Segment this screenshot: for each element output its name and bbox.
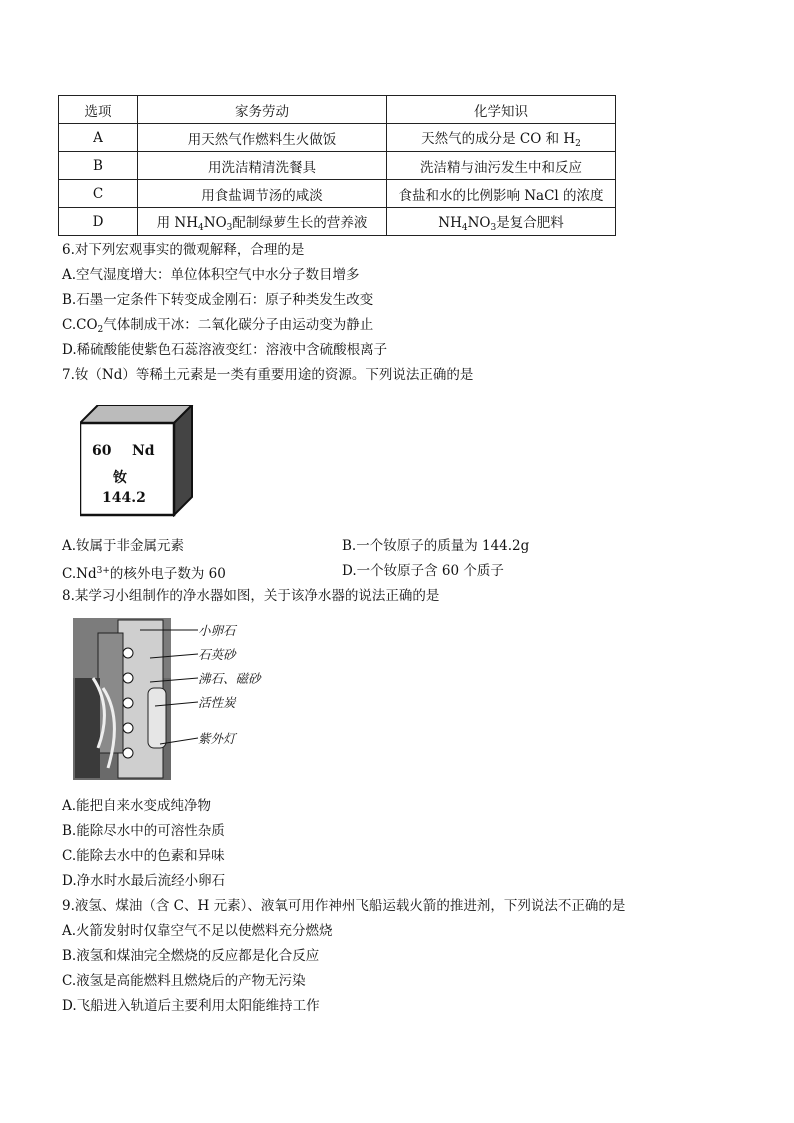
header-chem: 化学知识 [387, 96, 616, 124]
row-chem: 天然气的成分是 CO 和 $H_2$ [387, 124, 616, 152]
q7-option-d: D.一个钕原子含 60 个质子 [342, 563, 504, 579]
table-row [59, 208, 616, 236]
q8-option-d: D.净水时水最后流经小卵石 [62, 873, 226, 889]
q8-option-a: A.能把自来水变成纯净物 [62, 798, 212, 814]
element-name: 钕 [113, 470, 127, 486]
row-option: A [59, 124, 138, 152]
element-number: 60 [92, 443, 112, 459]
table-row [59, 152, 616, 180]
q6-option-b: B.石墨一定条件下转变成金刚石：原子种类发生改变 [62, 292, 374, 308]
table-row [59, 180, 616, 208]
row-chem: 食盐和水的比例影响 NaCl 的浓度 [387, 180, 616, 208]
row-labor: 用 $NH_4NO_3$配制绿萝生长的营养液 [138, 208, 387, 236]
q8-option-b: B.能除尽水中的可溶性杂质 [62, 823, 225, 839]
row-labor: 用洗洁精清洗餐具 [138, 152, 387, 180]
q7-option-b: B.一个钕原子的质量为 144.2g [342, 538, 530, 554]
q6-option-d: D.稀硫酸能使紫色石蕊溶液变红：溶液中含硫酸根离子 [62, 342, 388, 358]
q7-option-a: A.钕属于非金属元素 [62, 538, 185, 554]
row-labor: 用食盐调节汤的咸淡 [138, 180, 387, 208]
q9-option-b: B.液氢和煤油完全燃烧的反应都是化合反应 [62, 948, 320, 964]
row-option: C [59, 180, 138, 208]
q7-stem: 7.钕（Nd）等稀土元素是一类有重要用途的资源。下列说法正确的是 [62, 367, 474, 383]
element-symbol: Nd [132, 443, 155, 459]
label-leader-lines [140, 620, 200, 750]
q7-option-c: $C.Nd^{3+}$的核外电子数为 60 [62, 566, 226, 582]
label-zeolite: 沸石、磁砂 [198, 671, 261, 686]
q9-option-d: D.飞船进入轨道后主要利用太阳能维持工作 [62, 998, 320, 1014]
q9-option-c: C.液氢是高能燃料且燃烧后的产物无污染 [62, 973, 306, 989]
label-uv-lamp: 紫外灯 [198, 731, 236, 746]
header-labor: 家务劳动 [138, 96, 387, 124]
label-pebbles: 小卵石 [198, 623, 236, 638]
row-chem: $NH_4NO_3$是复合肥料 [387, 208, 616, 236]
row-option: D [59, 208, 138, 236]
q8-option-c: C.能除去水中的色素和异味 [62, 848, 225, 864]
table-header-row [59, 96, 616, 124]
housework-chemistry-table [58, 95, 616, 236]
row-labor: 用天然气作燃料生火做饭 [138, 124, 387, 152]
table-row [59, 124, 616, 152]
q6-stem: 6.对下列宏观事实的微观解释，合理的是 [62, 242, 305, 258]
row-option: B [59, 152, 138, 180]
element-cell-cube [80, 405, 195, 521]
q6-option-c: $C.CO_2$气体制成干冰：二氧化碳分子由运动变为静止 [62, 317, 374, 335]
element-mass: 144.2 [102, 490, 146, 506]
label-quartz-sand: 石英砂 [198, 647, 236, 662]
label-activated-carbon: 活性炭 [198, 695, 236, 710]
row-chem: 洗洁精与油污发生中和反应 [387, 152, 616, 180]
header-option: 选项 [59, 96, 138, 124]
q9-option-a: A.火箭发射时仅靠空气不足以使燃料充分燃烧 [62, 923, 333, 939]
q6-option-a: A.空气湿度增大：单位体积空气中水分子数目增多 [62, 267, 360, 283]
q9-stem: 9.液氢、煤油（含 C、H 元素）、液氧可用作神州飞船运载火箭的推进剂，下列说法不正确的是 [62, 898, 626, 914]
q8-stem: 8.某学习小组制作的净水器如图，关于该净水器的说法正确的是 [62, 588, 440, 604]
